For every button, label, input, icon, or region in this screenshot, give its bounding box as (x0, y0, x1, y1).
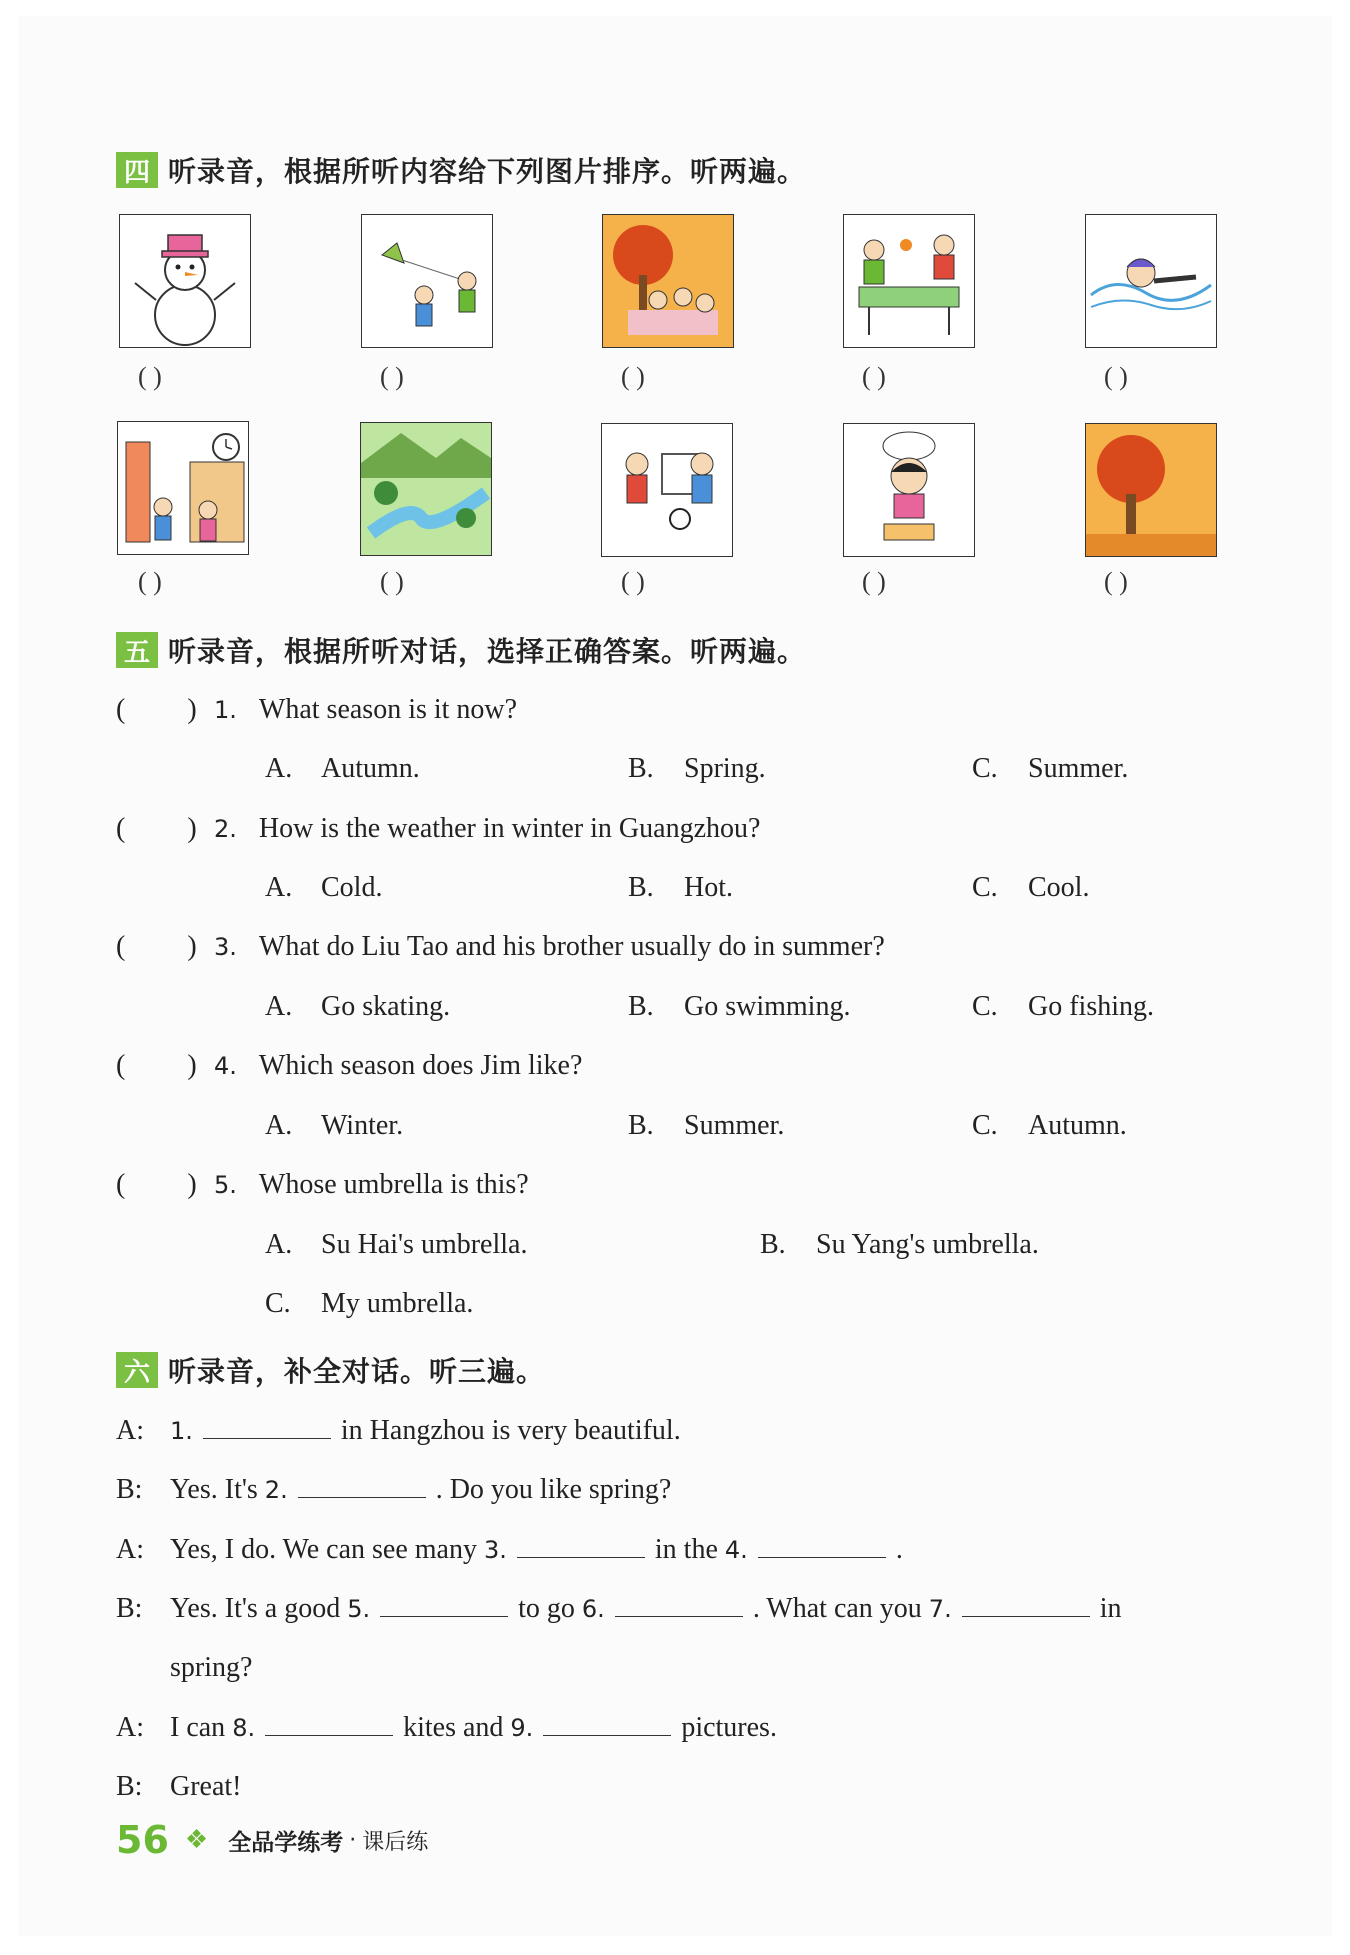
option-c[interactable]: C. Cool. (972, 872, 1090, 903)
option-c[interactable]: C. Autumn. (972, 1110, 1127, 1141)
answer-paren-8[interactable]: ( ) (621, 567, 645, 596)
question-5 (116, 1169, 529, 1201)
option-c[interactable]: C. My umbrella. (265, 1288, 474, 1319)
picture-autumn-tree (1085, 423, 1217, 557)
dialogue-line-1: A: 1. in Hangzhou is very beautiful. (116, 1415, 681, 1446)
section-4-header (116, 150, 806, 190)
answer-paren-6[interactable]: ( ) (138, 567, 162, 596)
blank-5[interactable] (380, 1594, 508, 1617)
picture-table-tennis (843, 214, 975, 348)
question-text: How is the weather in winter in Guangzhou? (258, 813, 761, 844)
answer-paren-q3[interactable]: ( ) (116, 931, 197, 962)
answer-paren-q2[interactable]: ( ) (116, 813, 197, 844)
football-icon (602, 424, 732, 556)
option-b[interactable]: B. Go swimming. (628, 991, 851, 1022)
blank-1[interactable] (203, 1416, 331, 1439)
clover-icon: ❖ (184, 1825, 209, 1854)
kite-flying-icon (362, 215, 492, 347)
speaker-a: A: (116, 1712, 144, 1743)
answer-paren-7[interactable]: ( ) (380, 567, 404, 596)
option-a[interactable]: A. Go skating. (265, 991, 451, 1022)
picture-school-clock (117, 421, 249, 555)
speaker-b: B: (116, 1771, 143, 1802)
section-4-title: 听录音，根据所听内容给下列图片排序。听两遍。 (168, 155, 807, 188)
answer-paren-q5[interactable]: ( ) (116, 1169, 197, 1200)
answer-paren-4[interactable]: ( ) (862, 362, 886, 391)
section-6-title: 听录音，补全对话。听三遍。 (168, 1355, 546, 1388)
autumn-picnic-icon (603, 215, 733, 347)
brand-name: 全品学练考 (228, 1829, 344, 1856)
dialogue-line-4-continued: spring? (170, 1652, 253, 1683)
option-b[interactable]: B. Hot. (628, 872, 733, 903)
picture-swimming (1085, 214, 1217, 348)
answer-paren-3[interactable]: ( ) (621, 362, 645, 391)
section-5-title: 听录音，根据所听对话，选择正确答案。听两遍。 (168, 635, 807, 668)
option-a[interactable]: A. Cold. (265, 872, 383, 903)
brand-subtitle: 课后练 (362, 1829, 429, 1855)
question-number: 5. (214, 1171, 237, 1199)
picture-kite-flying (361, 214, 493, 348)
option-b[interactable]: B. Su Yang's umbrella. (760, 1229, 1039, 1260)
dialogue-line-2: B: Yes. It's 2. . Do you like spring? (116, 1474, 672, 1505)
blank-8[interactable] (265, 1713, 393, 1736)
blank-4[interactable] (758, 1535, 886, 1558)
question-1 (116, 694, 517, 726)
option-b[interactable]: B. Spring. (628, 753, 766, 784)
picture-snowman (119, 214, 251, 348)
answer-paren-1[interactable]: ( ) (138, 362, 162, 391)
answer-paren-2[interactable]: ( ) (380, 362, 404, 391)
section-6-header (116, 1350, 545, 1390)
answer-paren-9[interactable]: ( ) (862, 567, 886, 596)
question-number: 3. (214, 933, 237, 961)
cake-chef-icon (844, 424, 974, 556)
section-4-badge: 四 (116, 152, 158, 188)
blank-9[interactable] (543, 1713, 671, 1736)
section-5-badge: 五 (116, 632, 158, 668)
section-5-header (116, 630, 806, 670)
option-a[interactable]: A. Autumn. (265, 753, 420, 784)
question-text: What do Liu Tao and his brother usually do in summer? (258, 931, 885, 962)
picture-cake-chef (843, 423, 975, 557)
dialogue-line-5: A: I can 8. kites and 9. pictures. (116, 1712, 777, 1743)
answer-paren-10[interactable]: ( ) (1104, 567, 1128, 596)
option-c[interactable]: C. Go fishing. (972, 991, 1154, 1022)
picture-autumn-picnic (602, 214, 734, 348)
question-4 (116, 1050, 582, 1082)
answer-paren-q1[interactable]: ( ) (116, 694, 197, 725)
question-3 (116, 931, 885, 963)
option-b[interactable]: B. Summer. (628, 1110, 785, 1141)
school-clock-icon (118, 422, 248, 554)
dialogue-line-3: A: Yes, I do. We can see many 3. in the 4. . (116, 1534, 903, 1565)
answer-paren-q4[interactable]: ( ) (116, 1050, 197, 1081)
swimming-icon (1086, 215, 1216, 347)
speaker-a: A: (116, 1415, 144, 1446)
blank-7[interactable] (962, 1594, 1090, 1617)
speaker-b: B: (116, 1474, 143, 1505)
brand-separator: · (349, 1827, 357, 1853)
dialogue-line-4: B: Yes. It's a good 5. to go 6. . What can you 7. in (116, 1593, 1122, 1624)
question-text: What season is it now? (258, 694, 518, 725)
speaker-a: A: (116, 1534, 144, 1565)
page-number: 56 (116, 1818, 169, 1862)
option-a[interactable]: A. Winter. (265, 1110, 404, 1141)
question-number: 2. (214, 815, 237, 843)
blank-6[interactable] (615, 1594, 743, 1617)
table-tennis-icon (844, 215, 974, 347)
option-a[interactable]: A. Su Hai's umbrella. (265, 1229, 528, 1260)
question-number: 4. (214, 1052, 237, 1080)
answer-paren-5[interactable]: ( ) (1104, 362, 1128, 391)
spring-river-icon (361, 423, 491, 555)
section-6-badge: 六 (116, 1352, 158, 1388)
question-text: Whose umbrella is this? (258, 1169, 529, 1200)
autumn-tree-icon (1086, 424, 1216, 556)
page-footer (116, 1818, 428, 1862)
question-number: 1. (214, 696, 237, 724)
dialogue-line-6: B: Great! (116, 1771, 242, 1802)
snowman-icon (120, 215, 250, 347)
blank-2[interactable] (298, 1475, 426, 1498)
question-text: Which season does Jim like? (258, 1050, 583, 1081)
question-2 (116, 813, 760, 845)
picture-football (601, 423, 733, 557)
speaker-b: B: (116, 1593, 143, 1624)
option-c[interactable]: C. Summer. (972, 753, 1129, 784)
picture-spring-river (360, 422, 492, 556)
blank-3[interactable] (517, 1535, 645, 1558)
